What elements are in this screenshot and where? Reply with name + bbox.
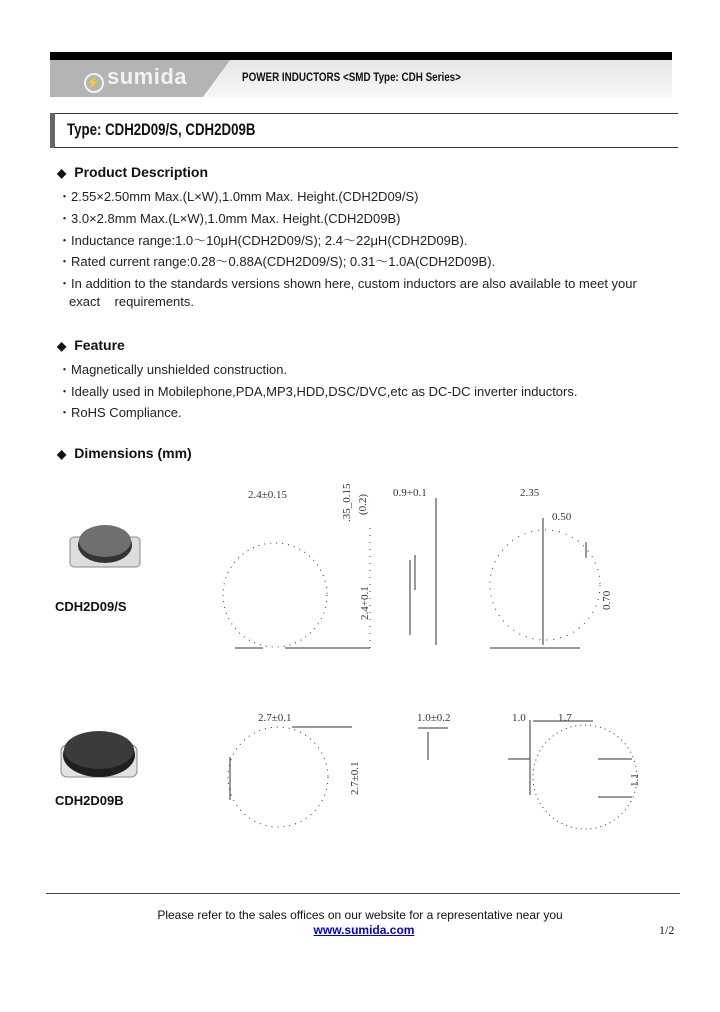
dim-thickness-label: 1.0±0.2 bbox=[417, 712, 451, 724]
type-title: Type: CDH2D09/S, CDH2D09B bbox=[67, 120, 256, 139]
dim-pad-height-label: 1.1 bbox=[629, 773, 641, 787]
footer-text: Please refer to the sales offices on our website for a representative near you bbox=[157, 908, 563, 922]
dim-gap-label: .35_0.15 bbox=[341, 483, 353, 522]
dim-height-label: 2.4+0.1 bbox=[359, 586, 371, 620]
item-text: Inductance range:1.0～10μH(CDH2D09/S); 2.4～22μH(CDH2D09B). bbox=[71, 233, 468, 248]
item-text: In addition to the standards versions shown here, custom inductors are also available to meet your bbox=[71, 276, 637, 291]
footer-divider bbox=[46, 893, 680, 894]
list-item: ・3.0×2.8mm Max.(L×W),1.0mm Max. Height.(CDH2D09B) bbox=[58, 211, 401, 226]
product-photo-cdh2d09b bbox=[55, 725, 145, 785]
dimension-drawing-cdh2d09b bbox=[200, 695, 670, 835]
item-text: Magnetically unshielded construction. bbox=[71, 362, 288, 377]
item-text: 2.55×2.50mm Max.(L×W),1.0mm Max. Height.(CDH2D09/S) bbox=[71, 189, 419, 204]
item-text: 3.0×2.8mm Max.(L×W),1.0mm Max. Height.(CDH2D09B) bbox=[71, 211, 401, 226]
sumida-logo bbox=[84, 64, 187, 93]
header-bar bbox=[50, 52, 672, 60]
list-item-continuation: exact requirements. bbox=[69, 294, 194, 309]
logo-icon: ⚡ bbox=[84, 73, 104, 93]
header-title: POWER INDUCTORS <SMD Type: CDH Series> bbox=[242, 70, 461, 84]
section-product-description bbox=[57, 164, 208, 180]
page-number: 1/2 bbox=[659, 923, 675, 937]
dim-gap2-label: (0.2) bbox=[357, 493, 369, 515]
list-item: ・Magnetically unshielded construction. bbox=[58, 362, 288, 377]
list-item: ・RoHS Compliance. bbox=[58, 405, 182, 420]
dim-thickness-label: 0.9+0.1 bbox=[393, 487, 427, 499]
list-item: ・Rated current range:0.28～0.88A(CDH2D09/S); 0.31～1.0A(CDH2D09B). bbox=[58, 254, 496, 269]
diamond-icon: ◆ bbox=[57, 447, 67, 461]
dim-pad-b-label: 1.7 bbox=[558, 712, 572, 724]
list-item: ・In addition to the standards versions shown here, custom inductors are also available to meet your bbox=[58, 276, 637, 291]
section-dimensions bbox=[57, 445, 192, 461]
section-heading: Dimensions (mm) bbox=[74, 445, 192, 461]
dim-width-label: 2.4±0.15 bbox=[248, 489, 288, 501]
list-item: ・Ideally used in Mobilephone,PDA,MP3,HDD,DSC/DVC,etc as DC-DC inverter inductors. bbox=[58, 384, 578, 399]
dim-pad-height-label: 0.70 bbox=[601, 590, 613, 610]
dim-height-label: 2.7±0.1 bbox=[349, 761, 361, 795]
section-feature bbox=[57, 337, 125, 353]
item-text: Rated current range:0.28～0.88A(CDH2D09/S); 0.31～1.0A(CDH2D09B). bbox=[71, 254, 496, 269]
diamond-icon: ◆ bbox=[57, 166, 67, 180]
type-box-accent bbox=[50, 113, 55, 148]
model-label: CDH2D09B bbox=[55, 793, 124, 808]
section-heading: Feature bbox=[74, 337, 125, 353]
diamond-icon: ◆ bbox=[57, 339, 67, 353]
item-text: Ideally used in Mobilephone,PDA,MP3,HDD,DSC/DVC,etc as DC-DC inverter inductors. bbox=[71, 384, 578, 399]
model-label: CDH2D09/S bbox=[55, 599, 127, 614]
item-text: RoHS Compliance. bbox=[71, 405, 182, 420]
dimension-drawing-cdh2d09s bbox=[200, 460, 670, 660]
logo-text: sumida bbox=[107, 64, 188, 89]
product-photo-cdh2d09s bbox=[60, 515, 150, 585]
dim-pad-span-label: 2.35 bbox=[520, 487, 540, 499]
dim-width-label: 2.7±0.1 bbox=[258, 712, 292, 724]
dim-pad-a-label: 1.0 bbox=[512, 712, 526, 724]
website-link[interactable]: www.sumida.com bbox=[313, 923, 415, 937]
dim-pad-width-label: 0.50 bbox=[552, 511, 572, 523]
list-item: ・Inductance range:1.0～10μH(CDH2D09/S); 2.4～22μH(CDH2D09B). bbox=[58, 233, 468, 248]
section-heading: Product Description bbox=[74, 164, 209, 180]
list-item: ・2.55×2.50mm Max.(L×W),1.0mm Max. Height.(CDH2D09/S) bbox=[58, 189, 419, 204]
